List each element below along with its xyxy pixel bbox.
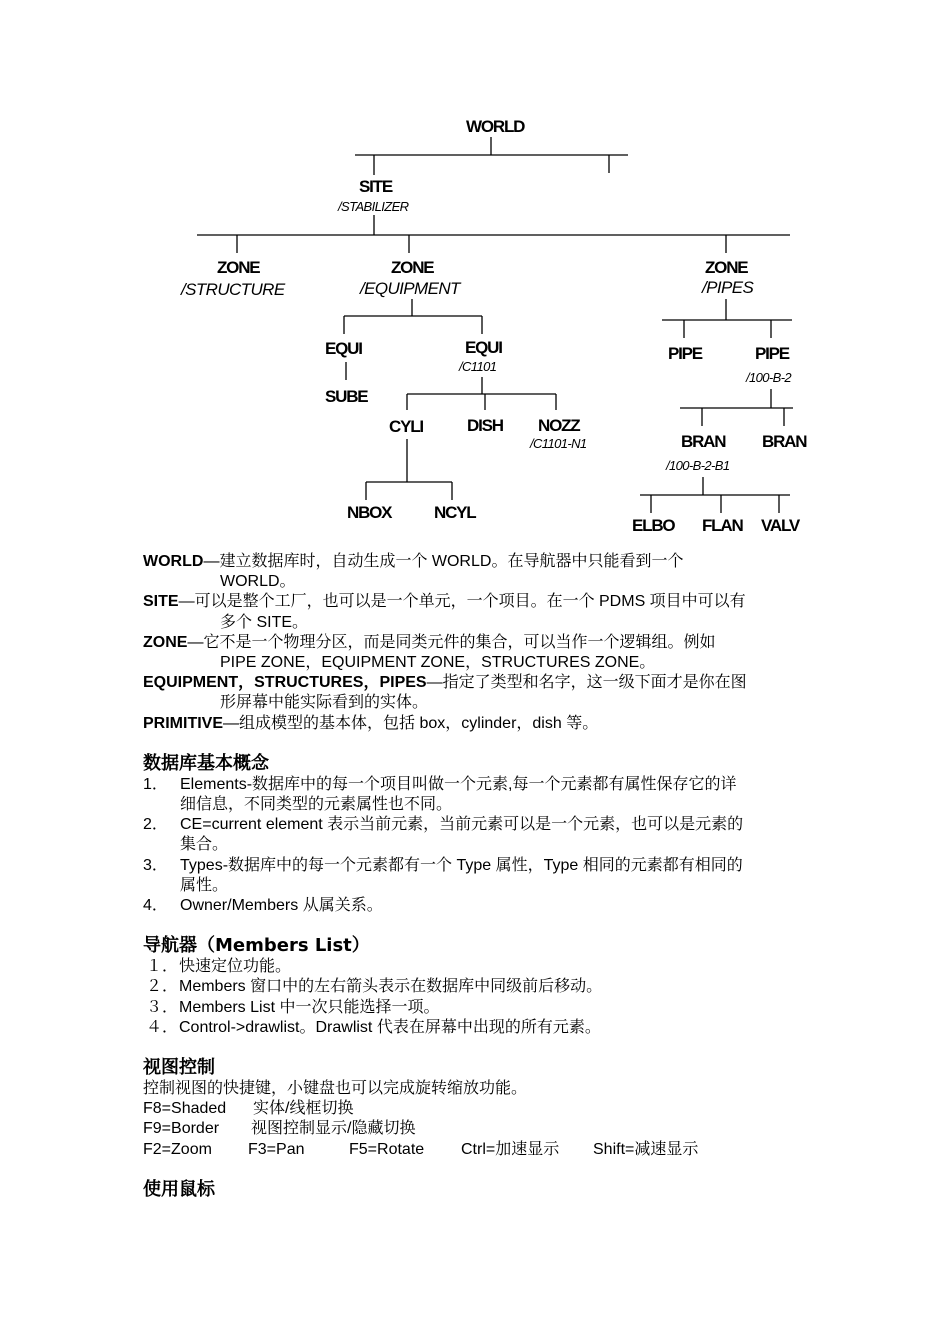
shortcut-f5: F5=Rotate — [349, 1140, 425, 1158]
hierarchy-diagram — [0, 0, 950, 545]
shortcut-desc: 实体/线框切换 — [253, 1100, 354, 1118]
section-title-navigator: 导航器（Members List） — [143, 935, 370, 957]
definition-term: SITE — [143, 593, 179, 611]
shortcut-f9 — [143, 1119, 823, 1139]
list-item — [143, 1018, 823, 1038]
list-item — [143, 856, 823, 896]
node-zone-equipment-name: /EQUIPMENT — [360, 279, 460, 298]
node-bran: BRAN — [681, 432, 726, 451]
node-zone-structure: ZONE — [217, 258, 260, 277]
node-site-name: /STABILIZER — [338, 199, 409, 214]
shortcut-f2: F2=Zoom — [143, 1140, 212, 1158]
list-number: 4． — [143, 897, 168, 915]
definition-world — [143, 552, 823, 592]
section-title-database-concepts: 数据库基本概念 — [143, 752, 269, 774]
list-text: CE=current element 表示当前元素，当前元素可以是一个元素，也可以是元素的 — [180, 816, 744, 834]
node-pipe-100-b-2: PIPE — [755, 344, 789, 363]
list-text: Elements-数据库中的每一个项目叫做一个元素,每一个元素都有属性保存它的详 — [180, 775, 737, 793]
section-title-mouse: 使用鼠标 — [143, 1178, 215, 1200]
shortcut-row — [143, 1140, 823, 1160]
definition-equipment — [143, 673, 823, 713]
navigator-list — [143, 957, 823, 1038]
definition-text: —组成模型的基本体，包括 box，cylinder，dish 等。 — [223, 714, 599, 732]
shortcut-desc: 视图控制显示/隐藏切换 — [251, 1120, 416, 1138]
definition-term: PRIMITIVE — [143, 714, 224, 732]
node-ncyl: NCYL — [434, 503, 476, 522]
definition-list — [143, 552, 823, 734]
definition-text-continued: 形屏幕中能实际看到的实体。 — [220, 694, 429, 712]
list-text: Members 窗口中的左右箭头表示在数据库中同级前后移动。 — [179, 978, 603, 996]
node-zone-equipment: ZONE — [391, 258, 434, 277]
list-text-continued: 属性。 — [180, 876, 229, 894]
list-number: 3． — [143, 856, 168, 874]
definition-text-continued: PIPE ZONE，EQUIPMENT ZONE，STRUCTURES ZONE。 — [220, 654, 656, 672]
list-item — [143, 815, 823, 855]
list-text-continued: 集合。 — [180, 836, 229, 854]
node-zone-pipes: ZONE — [705, 258, 748, 277]
list-text: Control->drawlist。Drawlist 代表在屏幕中出现的所有元素。 — [179, 1018, 601, 1036]
node-sube: SUBE — [325, 387, 368, 406]
view-control-intro: 控制视图的快捷键，小键盘也可以完成旋转缩放功能。 — [143, 1080, 528, 1098]
list-number: ２． — [146, 978, 179, 996]
list-number: 2． — [143, 816, 168, 834]
definition-text: —它不是一个物理分区，而是同类元件的集合，可以当作一个逻辑组。例如 — [187, 633, 716, 651]
definition-text: —建立数据库时，自动生成一个 WORLD。在导航器中只能看到一个 — [203, 553, 684, 570]
definition-term: ZONE — [143, 633, 188, 651]
node-cyli: CYLI — [389, 417, 423, 436]
node-valv: VALV — [761, 516, 800, 535]
list-text: 快速定位功能。 — [179, 958, 292, 976]
list-item — [143, 896, 823, 916]
node-dish: DISH — [467, 416, 503, 435]
definition-primitive — [143, 714, 823, 734]
list-number: 1． — [143, 775, 168, 793]
database-concepts-list — [143, 775, 823, 916]
node-pipe-100-b-2-name: /100-B-2 — [746, 370, 792, 385]
list-number: ４． — [146, 1018, 179, 1036]
node-zone-structure-name: /STRUCTURE — [181, 280, 285, 299]
definition-site — [143, 592, 823, 632]
shortcut-key: F9=Border — [143, 1120, 220, 1138]
shortcut-shift: Shift=减速显示 — [593, 1140, 699, 1158]
list-item — [143, 957, 823, 977]
node-site: SITE — [359, 177, 392, 196]
document-body — [143, 552, 823, 1201]
definition-term: WORLD — [143, 553, 204, 570]
node-flan: FLAN — [702, 516, 743, 535]
node-equi-c1101: EQUI — [465, 338, 502, 357]
list-text: Members List 中一次只能选择一项。 — [179, 998, 440, 1016]
list-number: １． — [146, 958, 179, 976]
definition-text: —指定了类型和名字，这一级下面才是你在图 — [426, 674, 747, 692]
node-pipe: PIPE — [668, 344, 702, 363]
node-bran-2: BRAN — [762, 432, 807, 451]
list-text: Owner/Members 从属关系。 — [180, 897, 383, 915]
list-item — [143, 775, 823, 815]
node-nbox: NBOX — [347, 503, 392, 522]
section-title-view-control: 视图控制 — [143, 1057, 215, 1079]
list-number: ３． — [146, 998, 179, 1016]
definition-zone — [143, 633, 823, 673]
node-zone-pipes-name: /PIPES — [702, 278, 754, 297]
definition-text-continued: WORLD。 — [220, 573, 296, 591]
list-item — [143, 977, 823, 997]
shortcut-f8 — [143, 1099, 823, 1119]
shortcut-f3: F3=Pan — [248, 1140, 305, 1158]
node-elbo: ELBO — [632, 516, 675, 535]
node-equi-c1101-name: /C1101 — [459, 359, 497, 374]
list-text-continued: 细信息，不同类型的元素属性也不同。 — [180, 796, 453, 814]
node-equi: EQUI — [325, 339, 362, 358]
shortcut-key: F8=Shaded — [143, 1100, 227, 1118]
definition-text-continued: 多个 SITE。 — [220, 613, 309, 631]
node-nozz: NOZZ — [538, 416, 580, 435]
definition-text: —可以是整个工厂，也可以是一个单元，一个项目。在一个 PDMS 项目中可以有 — [178, 593, 746, 611]
list-text: Types-数据库中的每一个元素都有一个 Type 属性，Type 相同的元素都有相同的 — [180, 856, 743, 874]
definition-term: EQUIPMENT，STRUCTURES，PIPES — [143, 674, 427, 692]
node-nozz-name: /C1101-N1 — [530, 436, 587, 451]
list-item — [143, 998, 823, 1018]
shortcut-ctrl: Ctrl=加速显示 — [461, 1140, 560, 1158]
node-bran-name: /100-B-2-B1 — [666, 458, 730, 473]
node-world: WORLD — [466, 117, 525, 136]
